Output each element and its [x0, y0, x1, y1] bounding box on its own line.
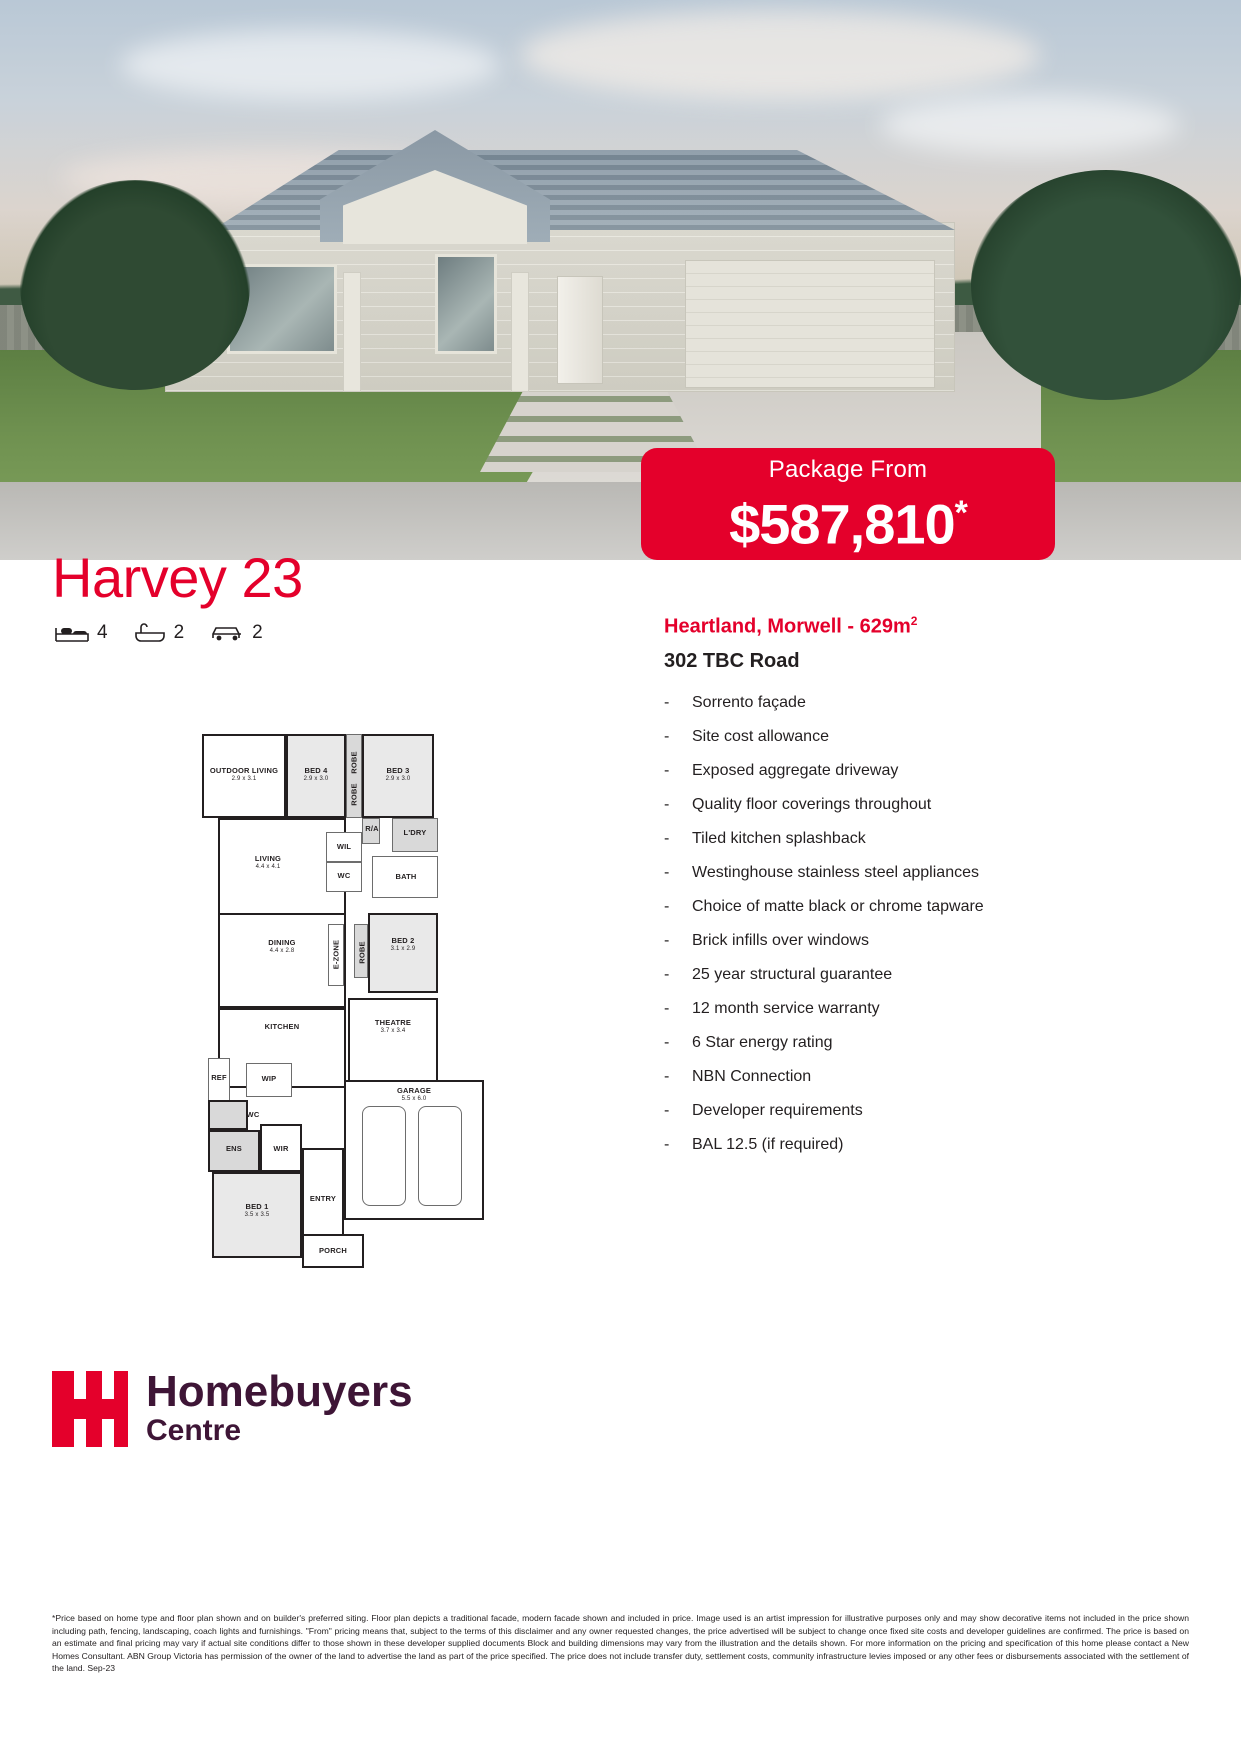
cloud — [520, 10, 1040, 100]
price-amount — [641, 484, 1055, 554]
price-badge — [641, 448, 1055, 560]
room-label: KITCHEN — [264, 1022, 300, 1031]
cars-count: 2 — [252, 622, 263, 643]
feature-label: Brick infills over windows — [692, 932, 869, 949]
spec-bathrooms — [134, 622, 185, 644]
feature-label: Site cost allowance — [692, 728, 829, 745]
room-label: WIP — [261, 1074, 277, 1083]
bullet-dash: - — [664, 694, 670, 711]
feature-label: Quality floor coverings throughout — [692, 796, 932, 813]
feature-list — [664, 686, 1184, 1162]
bullet-dash: - — [664, 864, 670, 881]
feature-item — [664, 992, 1184, 1026]
feature-item — [664, 686, 1184, 720]
feature-label: Developer requirements — [692, 1102, 863, 1119]
feature-item — [664, 1128, 1184, 1162]
brand-line-1: Homebuyers — [146, 1367, 413, 1416]
garage-door — [685, 260, 935, 388]
room-label: ENTRY — [309, 1194, 337, 1203]
h-monogram-icon — [52, 1371, 128, 1447]
feature-item — [664, 856, 1184, 890]
brand-logo — [52, 1367, 413, 1448]
tree-right — [971, 170, 1241, 400]
porch-column — [343, 272, 361, 392]
bullet-dash: - — [664, 796, 670, 813]
house-render — [165, 122, 955, 392]
room-label: BATH — [395, 872, 417, 881]
disclaimer-text: *Price based on home type and floor plan shown and on builder's preferred siting. Floor plan depicts a traditional facade, modern facade shown and included in price. Image used is an artist impression for illustrative purposes only and may show decorative items not included in the price shown including path, fencing, landscaping, coach lights and furnishings. "From" pricing means that, subject to the terms of this disclaimer and any owner requested changes, the price advertised will be subject to change once fixed site costs and developer guidelines are confirmed. The price is based on an estimate and final pricing may vary if actual site conditions differ to those shown in these developer supplied documents Block and building dimensions may vary from the illustration and the details shown. For more information on the pricing and specification of this home please contact a New Homes Consultant. ABN Group Victoria has permission of the owner of the land to advertise the land as part of the price specified. The price does not include transfer duty, settlement costs, community infrastructure levies imposed or any other fees or disbursements associated with the settlement of the land. Sep-23 — [52, 1613, 1189, 1674]
feature-label: Tiled kitchen splashback — [692, 830, 866, 847]
cloud — [120, 30, 500, 100]
estate-name — [664, 614, 917, 639]
bullet-dash: - — [664, 1068, 670, 1085]
room-label: LIVING 4.4 x 4.1 — [254, 854, 282, 870]
bullet-dash: - — [664, 1034, 670, 1051]
feature-item — [664, 720, 1184, 754]
tree-left — [20, 180, 250, 390]
car-2 — [418, 1106, 462, 1206]
feature-item — [664, 788, 1184, 822]
room-dining — [218, 913, 346, 1008]
feature-label: 6 Star energy rating — [692, 1034, 833, 1051]
room-label: THEATRE 3.7 x 3.4 — [374, 1018, 412, 1034]
feature-label: 12 month service warranty — [692, 1000, 880, 1017]
front-door — [557, 276, 603, 384]
bedrooms-count: 4 — [97, 622, 108, 643]
bullet-dash: - — [664, 830, 670, 847]
bullet-dash: - — [664, 728, 670, 745]
feature-item — [664, 924, 1184, 958]
bullet-dash: - — [664, 1136, 670, 1153]
brand-wordmark — [146, 1367, 413, 1448]
bath-icon — [134, 622, 166, 644]
bullet-dash: - — [664, 1102, 670, 1119]
bullet-dash: - — [664, 966, 670, 983]
brand-line-2: Centre — [146, 1414, 242, 1447]
feature-item — [664, 822, 1184, 856]
porch-column — [511, 272, 529, 392]
feature-item — [664, 1094, 1184, 1128]
room-label: WIR — [273, 1144, 289, 1153]
room-label: ROBE — [349, 751, 359, 774]
estate-superscript: 2 — [910, 614, 918, 628]
room-label: DINING 4.4 x 2.8 — [268, 938, 296, 954]
feature-item — [664, 1026, 1184, 1060]
spec-bedrooms — [55, 622, 108, 644]
feature-item — [664, 958, 1184, 992]
roof-tiles — [165, 150, 955, 230]
feature-label: Westinghouse stainless steel appliances — [692, 864, 979, 881]
price-from-label: Package From — [768, 456, 928, 483]
room-label: WIL — [336, 842, 352, 851]
feature-item — [664, 1060, 1184, 1094]
bullet-dash: - — [664, 762, 670, 779]
bullet-dash: - — [664, 898, 670, 915]
room-label: PORCH — [318, 1246, 348, 1255]
page-title: Harvey 23 — [52, 546, 303, 609]
car-1 — [362, 1106, 406, 1206]
room-label: L'DRY — [403, 828, 427, 837]
feature-label: NBN Connection — [692, 1068, 812, 1085]
room-label: WC — [337, 871, 351, 880]
feature-item — [664, 890, 1184, 924]
room-label: BED 3 2.9 x 3.0 — [385, 766, 411, 782]
spec-cars — [210, 622, 263, 644]
feature-label: BAL 12.5 (if required) — [692, 1136, 844, 1153]
estate-label: Heartland, Morwell - 629m — [664, 615, 911, 638]
car-icon — [210, 622, 244, 644]
room-label: BED 4 2.9 x 3.0 — [303, 766, 329, 782]
room-label: ROBE — [349, 783, 359, 806]
bullet-dash: - — [664, 932, 670, 949]
feature-label: Exposed aggregate driveway — [692, 762, 899, 779]
room-label: BED 2 3.1 x 2.9 — [390, 936, 416, 952]
feature-label: Choice of matte black or chrome tapware — [692, 898, 984, 915]
room-label: E-ZONE — [331, 939, 341, 970]
room-label: ROBE — [357, 941, 367, 964]
room-label: WC — [246, 1110, 260, 1119]
bathrooms-count: 2 — [173, 622, 185, 643]
bullet-dash: - — [664, 1000, 670, 1017]
address: 302 TBC Road — [664, 650, 800, 672]
room-label: GARAGE 5.5 x 6.0 — [396, 1086, 432, 1102]
floor-plan — [196, 728, 496, 1273]
feature-label: 25 year structural guarantee — [692, 966, 893, 983]
spec-list — [55, 622, 263, 644]
price-asterisk: * — [954, 494, 967, 532]
room-theatre — [348, 998, 438, 1088]
front-window — [435, 254, 497, 354]
feature-item — [664, 754, 1184, 788]
price-number: $587,810 — [729, 492, 955, 556]
room-label: REF — [211, 1073, 227, 1082]
room-label: OUTDOOR LIVING 2.9 x 3.1 — [209, 766, 279, 782]
room-label: ENS — [225, 1144, 243, 1153]
room-label: BED 1 3.5 x 3.5 — [244, 1202, 270, 1218]
feature-label: Sorrento façade — [692, 694, 806, 711]
bed-icon — [55, 622, 89, 644]
room-label: R/A — [365, 824, 379, 833]
